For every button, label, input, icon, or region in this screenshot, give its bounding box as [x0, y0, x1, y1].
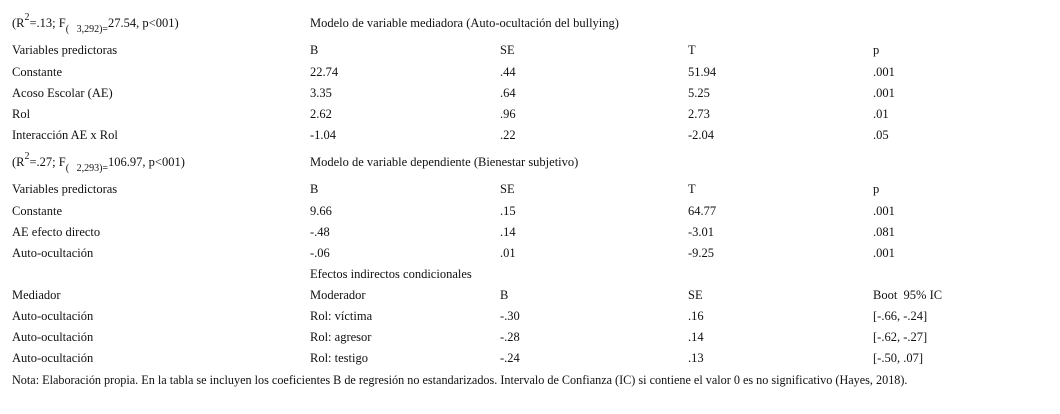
model2-header-row	[0, 152, 1060, 172]
table-cell: Rol: agresor	[310, 330, 372, 344]
table-row	[0, 62, 1060, 82]
model1-title: Modelo de variable mediadora (Auto-ocultación del bullying)	[310, 16, 619, 30]
column-header: p	[873, 43, 880, 57]
column-header: B	[310, 43, 319, 57]
table-row	[0, 243, 1060, 263]
table-cell: .64	[500, 86, 516, 100]
table-cell: -.48	[310, 225, 330, 239]
table-cell: Rol	[12, 107, 31, 121]
table-cell: 2.73	[688, 107, 710, 121]
table-cell: .96	[500, 107, 516, 121]
table-cell: 64.77	[688, 204, 717, 218]
column-header: T	[688, 43, 696, 57]
table-note: Nota: Elaboración propia. En la tabla se incluyen los coeficientes B de regresión no estandarizados. Intervalo de Confianza (IC) si contiene el valor 0 es no significativo (Hayes, 2018).	[12, 373, 908, 387]
model2-title: Modelo de variable dependiente (Bienestar subjetivo)	[310, 155, 579, 169]
table-cell: [-.62, -.27]	[873, 330, 928, 344]
table-row	[0, 125, 1060, 145]
table-row	[0, 348, 1060, 368]
table-cell: 5.25	[688, 86, 710, 100]
indirect-columns	[0, 285, 1060, 305]
table-cell: .01	[873, 107, 889, 121]
table-cell: .081	[873, 225, 895, 239]
table-cell: Auto-ocultación	[12, 330, 94, 344]
table-cell: .15	[500, 204, 516, 218]
table-cell: .05	[873, 128, 889, 142]
table-cell: [-.50, .07]	[873, 351, 923, 365]
table-cell: .001	[873, 86, 895, 100]
table-cell: Auto-ocultación	[12, 309, 94, 323]
table-cell: [-.66, -.24]	[873, 309, 928, 323]
table-cell: Constante	[12, 65, 62, 79]
table-cell: .01	[500, 246, 516, 260]
table-row	[0, 306, 1060, 326]
column-header: SE	[688, 288, 703, 302]
indirect-title: Efectos indirectos condicionales	[310, 267, 472, 281]
table-cell: .14	[500, 225, 516, 239]
table-row	[0, 327, 1060, 347]
column-header: B	[500, 288, 509, 302]
table-cell: .001	[873, 204, 895, 218]
table-row	[0, 201, 1060, 221]
table-cell: -.24	[500, 351, 520, 365]
table-cell: .22	[500, 128, 516, 142]
table-cell: .16	[688, 309, 704, 323]
table-cell: Interacción AE x Rol	[12, 128, 118, 142]
table-cell: Auto-ocultación	[12, 351, 94, 365]
column-header: SE	[500, 43, 515, 57]
table-cell: .001	[873, 246, 895, 260]
column-header: Mediador	[12, 288, 61, 302]
table-row	[0, 104, 1060, 124]
column-header: B	[310, 182, 319, 196]
table-cell: .001	[873, 65, 895, 79]
table-cell: -3.01	[688, 225, 715, 239]
indirect-title-row	[0, 264, 1060, 284]
table-cell: Acoso Escolar (AE)	[12, 86, 113, 100]
table-cell: 9.66	[310, 204, 332, 218]
table-cell: 3.35	[310, 86, 332, 100]
table-cell: Auto-ocultación	[12, 246, 94, 260]
table-cell: 2.62	[310, 107, 332, 121]
table-cell: Rol: víctima	[310, 309, 373, 323]
table-cell: -.30	[500, 309, 520, 323]
table-row	[0, 222, 1060, 242]
table-cell: 51.94	[688, 65, 717, 79]
table-row	[0, 83, 1060, 103]
table-cell: -2.04	[688, 128, 715, 142]
column-header: Boot 95% IC	[873, 288, 943, 302]
model1-stat: ($R^2=.13$; $F_{( 3,292)=}27.54$, p<001)	[12, 12, 179, 35]
column-header: Variables predictoras	[12, 43, 118, 57]
model2-columns	[0, 179, 1060, 199]
table-cell: .13	[688, 351, 704, 365]
table-cell: -9.25	[688, 246, 715, 260]
table-cell: -.06	[310, 246, 330, 260]
column-header: SE	[500, 182, 515, 196]
column-header: p	[873, 182, 880, 196]
model1-header-row	[0, 13, 1060, 33]
column-header: Variables predictoras	[12, 182, 118, 196]
column-header: Moderador	[310, 288, 366, 302]
column-header: T	[688, 182, 696, 196]
table-cell: AE efecto directo	[12, 225, 101, 239]
table-cell: .44	[500, 65, 516, 79]
table-cell: -1.04	[310, 128, 337, 142]
table-cell: Constante	[12, 204, 62, 218]
table-cell: 22.74	[310, 65, 339, 79]
table-cell: Rol: testigo	[310, 351, 368, 365]
table-cell: -.28	[500, 330, 520, 344]
model1-columns	[0, 40, 1060, 60]
table-cell: .14	[688, 330, 704, 344]
model2-stat: ($R^2=.27$; $F_{( 2,293)=}106.97$, p<001)	[12, 151, 185, 174]
